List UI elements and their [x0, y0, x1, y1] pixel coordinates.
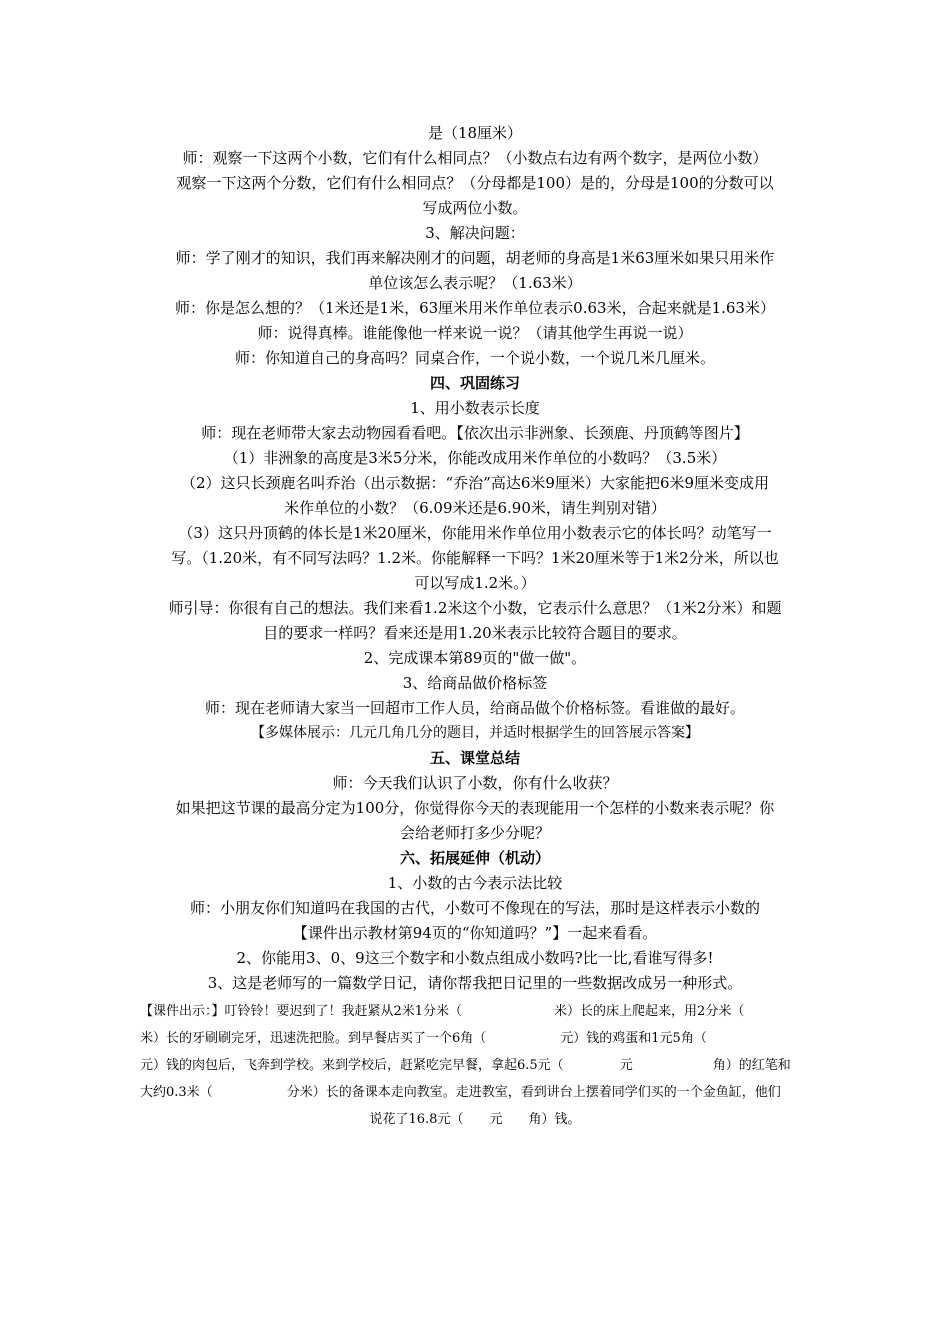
diary-line [140, 1025, 810, 1052]
text-line: 观察一下这两个分数，它们有什么相同点？（分母都是100）是的，分母是100的分数可以 [176, 174, 774, 192]
text-line: 3、这是老师写的一篇数学日记，请你帮我把日记里的一些数据改成另一种形式。 [207, 974, 743, 992]
text-line: 师：小朋友你们知道吗在我国的古代，小数可不像现在的写法，那时是这样表示小数的 [189, 899, 760, 917]
diary-text: 大约0.3米（ [140, 1085, 213, 1100]
text-line: 师引导：你很有自己的想法。我们来看1.2米这个小数，它表示什么意思？（1米2分米）和题 [168, 599, 782, 617]
diary-text: 说花了16.8元（ [369, 1112, 464, 1127]
text-line: （3）这只丹顶鹤的体长是1米20厘米，你能用米作单位用小数表示它的体长吗？动笔写一 [178, 524, 772, 542]
text-line: （2）这只长颈鹿名叫乔治（出示数据：“乔治”高达6米9厘米）大家能把6米9厘米变成用 [180, 474, 770, 492]
text-line: （1）非洲象的高度是3米5分米，你能改成用米作单位的小数吗？（3.5米） [223, 449, 727, 467]
media-note: 【多媒体展示：几元几角几分的题目，并适时根据学生的回答展示答案】 [251, 725, 699, 741]
diary-text: 【课件出示：】叮铃铃！要迟到了！我赶紧从2米1分米（ [140, 1004, 463, 1019]
section-heading-6: 六、拓展延伸（机动） [399, 849, 550, 867]
math-diary [140, 998, 810, 1133]
text-line: 写。（1.20米，有不同写法吗？1.2米。你能解释一下吗？1米20厘米等于1米2分米，所以也 [171, 549, 779, 567]
diary-line [140, 1106, 810, 1133]
text-line: 师：你知道自己的身高吗？同桌合作，一个说小数，一个说几米几厘米。 [234, 349, 715, 367]
text-line: 是（18厘米） [427, 124, 523, 142]
text-line: 会给老师打多少分呢？ [399, 824, 550, 842]
text-line: 单位该怎么表示呢？（1.63米） [368, 274, 582, 292]
diary-text: 米）长的床上爬起来，用2分米（ [554, 1004, 745, 1019]
text-line: 师：现在老师带大家去动物园看看吧。【依次出示非洲象、长颈鹿、丹顶鹤等图片】 [201, 424, 749, 442]
subsection-title: 1、小数的古今表示法比较 [387, 874, 563, 892]
text-line: 如果把这节课的最高分定为100分，你觉得你今天的表现能用一个怎样的小数来表示呢？你 [175, 799, 775, 817]
text-line: 目的要求一样吗？看来还是用1.20米表示比较符合题目的要求。 [263, 624, 687, 642]
text-line: 写成两位小数。 [422, 199, 528, 217]
section-heading-5: 五、课堂总结 [429, 749, 520, 767]
diary-text: 角）钱。 [528, 1112, 581, 1127]
text-line: 师：学了刚才的知识，我们再来解决刚才的问题，胡老师的身高是1米63厘米如果只用米作 [175, 249, 775, 267]
diary-text: 元）钱的鸡蛋和1元5角（ [560, 1031, 707, 1046]
diary-line [140, 998, 810, 1025]
diary-text: 米）长的牙刷刷完牙，迅速洗把脸。到早餐店买了一个6角（ [140, 1031, 487, 1046]
diary-text: 角）的红笔和 [712, 1058, 791, 1073]
text-line: 可以写成1.2米。） [414, 574, 536, 592]
text-line: 师：说得真棒。谁能像他一样来说一说？（请其他学生再说一说） [257, 324, 693, 342]
text-line: 师：今天我们认识了小数，你有什么收获？ [332, 774, 618, 792]
diary-line [140, 1079, 810, 1106]
text-line: 2、你能用3、0、9这三个数字和小数点组成小数吗?比一比,看谁写得多! [236, 949, 714, 967]
text-line: 【课件出示教材第94页的“你知道吗？”】一起来看看。 [292, 924, 658, 942]
subsection-title: 2、完成课本第89页的"做一做"。 [363, 649, 587, 667]
section-heading-4: 四、巩固练习 [429, 374, 520, 392]
document-page [140, 121, 810, 1133]
subsection-title: 3、给商品做价格标签 [402, 674, 548, 692]
text-line: 师：观察一下这两个小数，它们有什么相同点？（小数点右边有两个数字，是两位小数） [182, 149, 768, 167]
subsection-title: 1、用小数表示长度 [410, 399, 540, 417]
diary-line [140, 1052, 810, 1079]
subsection-title: 3、解决问题： [425, 224, 525, 242]
text-line: 师：你是怎么想的？（1米还是1米，63厘米用米作单位表示0.63米，合起来就是1.63米） [175, 299, 775, 317]
text-line: 米作单位的小数？（6.09米还是6.90米，请生判别对错） [284, 499, 666, 517]
diary-text: 分米）长的备课本走向教室。走进教室，看到讲台上摆着同学们买的一个金鱼缸，他们 [286, 1085, 781, 1100]
diary-text: 元 [489, 1112, 503, 1127]
text-line: 师：现在老师请大家当一回超市工作人员，给商品做个价格标签。看谁做的最好。 [204, 699, 745, 717]
diary-text: 元 [619, 1058, 633, 1073]
diary-text: 元）钱的肉包后，飞奔到学校。来到学校后，赶紧吃完早餐，拿起6.5元（ [140, 1058, 564, 1073]
